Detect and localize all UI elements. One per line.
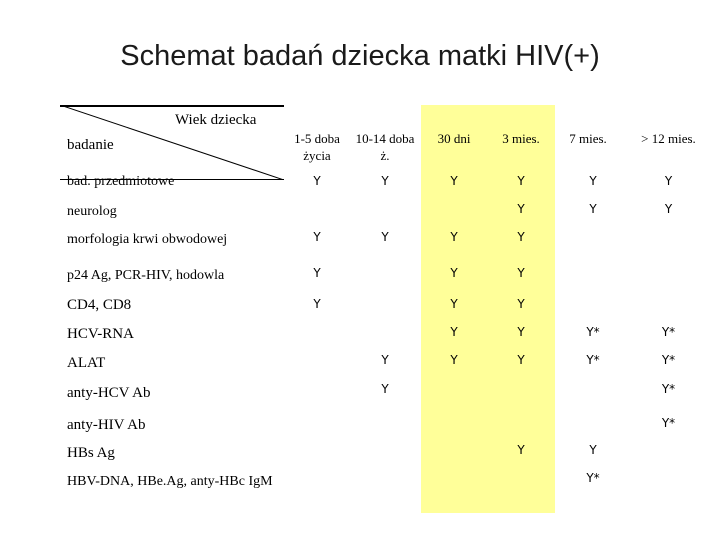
col-header-10-14-doba: 10-14 doba ż.	[355, 131, 415, 163]
mark-cell: Y	[381, 382, 389, 396]
mark-cell: Y	[589, 443, 597, 457]
mark-cell: Y	[517, 266, 525, 280]
mark-cell: Y*	[661, 416, 676, 430]
mark-cell: Y*	[586, 325, 600, 339]
mark-cell: Y	[517, 353, 525, 367]
mark-cell: Y	[589, 174, 597, 188]
row-label: HBs Ag	[67, 445, 115, 461]
row-label: anty-HCV Ab	[67, 385, 151, 401]
col-header-3-mies: 3 mies.	[502, 131, 540, 146]
row-label: CD4, CD8	[67, 297, 132, 313]
mark-cell: Y	[381, 230, 389, 244]
mark-cell: Y	[450, 297, 458, 311]
mark-cell: Y	[450, 353, 458, 367]
row-label: p24 Ag, PCR-HIV, hodowla	[67, 268, 225, 283]
mark-cell: Y	[517, 174, 525, 188]
mark-cell: Y	[517, 230, 525, 244]
mark-cell: Y	[381, 174, 389, 188]
col-header-1-5-doba: 1-5 doba życia	[294, 131, 340, 163]
mark-cell: Y	[313, 230, 321, 244]
mark-cell: Y	[517, 443, 525, 457]
mark-cell: Y	[517, 325, 525, 339]
mark-cell: Y*	[586, 353, 600, 367]
row-label: morfologia krwi obwodowej	[67, 232, 228, 247]
mark-cell: Y*	[661, 353, 676, 367]
mark-cell: Y*	[661, 382, 676, 396]
mark-cell: Y	[450, 174, 458, 188]
mark-cell: Y	[450, 325, 458, 339]
mark-cell: Y	[313, 174, 321, 188]
col-header-30-dni: 30 dni	[437, 131, 471, 146]
row-label: bad. przedmiotowe	[67, 174, 175, 189]
col-header-12-mies: > 12 mies.	[641, 131, 696, 146]
mark-cell: Y	[450, 266, 458, 280]
page-title: Schemat badań dziecka matki HIV(+)	[120, 40, 600, 72]
mark-cell: Y	[517, 297, 525, 311]
row-label: neurolog	[67, 204, 117, 219]
mark-cell: Y	[664, 202, 673, 216]
mark-cell: Y*	[586, 471, 600, 485]
mark-cell: Y	[381, 353, 389, 367]
row-label: ALAT	[67, 355, 106, 371]
col-header-7-mies: 7 mies.	[569, 131, 607, 146]
mark-cell: Y	[664, 174, 673, 188]
row-label: anty-HIV Ab	[67, 417, 146, 433]
mark-cell: Y	[313, 266, 321, 280]
table-top-border	[60, 105, 284, 107]
row-label: HBV-DNA, HBe.Ag, anty-HBc IgM	[67, 474, 273, 489]
mark-cell: Y	[313, 297, 321, 311]
mark-cell: Y	[589, 202, 597, 216]
age-header: Wiek dziecka	[175, 112, 257, 128]
mark-cell: Y	[450, 230, 458, 244]
mark-cell: Y	[517, 202, 525, 216]
test-header: badanie	[67, 137, 114, 153]
row-label: HCV-RNA	[67, 326, 134, 342]
mark-cell: Y*	[661, 325, 676, 339]
